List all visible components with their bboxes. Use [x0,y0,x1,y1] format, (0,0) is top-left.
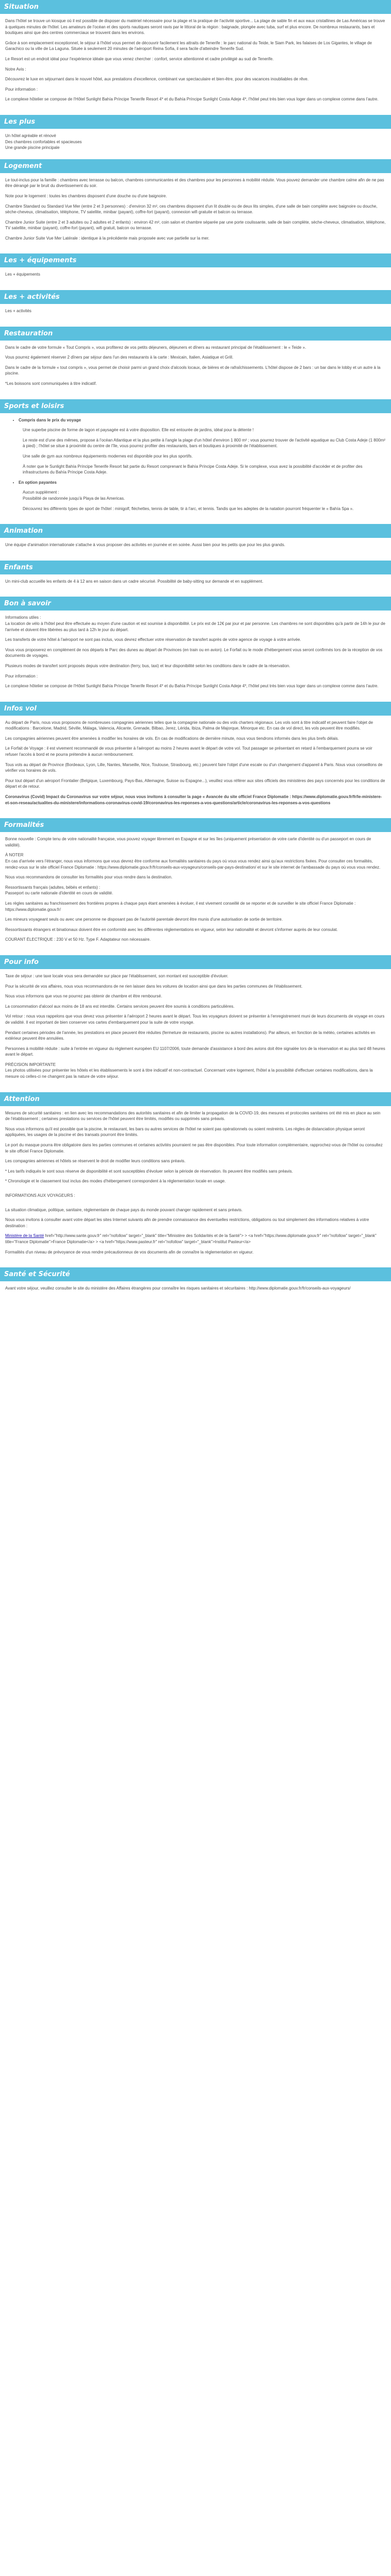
infos-covid-note: Coronavirus (Covid) Impact du Coronavirus sur votre séjour, nous vous invitons à consulter la page « Avancée du site officiel France Diplomatie : https://www.diplomatie.gouv.fr/fr/le-ministere-et-son-reseau/actualites-du-ministere/informations-coronavirus-covid-19/coronavirus-les-reponses-a-vos-questions/article/coronavirus-les-reponses-a-vos-questions [5,794,382,805]
informations-title: INFORMATIONS AUX VOYAGEURS : [5,1193,75,1198]
situation-paragraph: Grâce à son emplacement exceptionnel, le séjour à l'hôtel vous permet de découvrir facilement les attraits de Tenerife : le parc national du Teide, le Siam Park, les falaises de Los Gigantes, le village de Garachico ou la ville de La Laguna. Située à seulement 20 minutes de l'aéroport Reina Sofía, il sera facile d'atteindre Tenerife Sud. [5,40,372,52]
attention-paragraph: Nous vous informons qu'il est possible que la piscine, le restaurant, les bars ou autres services de l'hôtel ne soient pas opérationnels ou soient restreints. Les règles de distanciation physique seront appliquées, les usages de la piscine et des transats pourront être limités. [5,1126,365,1138]
plus-item: Des chambres confortables et spacieuses [5,139,82,144]
bonasavoir-paragraph: Pour information : [5,673,38,679]
formalites-paragraph: Ressortissants étrangers et binationaux doivent être en conformité avec les différentes réglementations en vigueur, selon leur nationalité et devront s'informer auprès de leur consulat. [5,927,338,932]
sports-option-label: • En option payantes [19,480,386,486]
animation-banner: Animation [0,524,391,538]
situation-paragraph: Le Resort est un endroit idéal pour l'expérience idéale que vous venez chercher : confort, service attentionné et cadre privilégié au sud de Tenerife. [5,56,274,61]
logement-section [0,173,391,254]
attention-paragraph: * Les tarifs indiqués le sont sous réserve de disponibilité et sont susceptibles d'évoluer selon la période de réservation. Ils peuvent être modifiés sans préavis. [5,1168,293,1174]
pourinfo-banner: Pour info [0,955,391,969]
pourinfo-paragraph: Pendant certaines périodes de l'année, les prestations en place peuvent être réduites (fermeture de restaurants, piscine ou autres installations). Par ailleurs, en fonction de la météo, certaines activités en extérieur peuvent être annulées. [5,1030,376,1041]
bonasavoir-paragraph: Informations utiles : [5,615,41,620]
pourinfo-paragraph: La consommation d'alcool aux moins de 18 ans est interdite. Certains services peuvent être soumis à conditions particulières. [5,1004,235,1009]
infos-banner: Infos vol [0,702,391,716]
ministere-sante-link[interactable]: Ministère de la Santé [5,1233,44,1239]
activites-banner: Les + activités [0,290,391,304]
pourinfo-paragraph: Les photos utilisées pour présenter les hôtels et les établissements le sont à titre indicatif et non-contractuel. Concernant votre logement, l'hôtel a la possibilité d'effectuer certaines modifications, dans la mesure où celles-ci ne changent pas la nature de votre séjour. [5,1068,373,1079]
bonasavoir-paragraph: La location de vélo à l'hôtel peut être effectuée au moyen d'une caution et est soumise à disponibilité. Le prix est de 12€ par jour et par personne. Les chambres ne sont disponibles qu'à partir de 14h le jour de l'arrivée et doivent être libérées au plus tard à 12h le jour du départ. [5,621,385,632]
bonasavoir-section [0,611,391,701]
formalites-paragraph: Les mineurs voyageant seuls ou avec une personne ne disposant pas de l'autorité parentale devront être munis d'une autorisation de sortie de territoire. [5,917,283,922]
informations-paragraph: Nous vous invitons à consulter avant votre départ les sites Internet suivants afin de prendre connaissance des éventuelles restrictions, obligations ou tout simplement des informations relatives à votre destination : [5,1217,369,1228]
pourinfo-paragraph: Nous vous informons que vous ne pourrez pas obtenir de chambre et être remboursé. [5,994,162,999]
sports-option-list [5,480,386,486]
situation-paragraph: Le complexe hôtelier se compose de l'Hôtel Sunlight Bahía Príncipe Tenerife Resort 4* et du Bahía Príncipe Sunlight Costa Adeje 4*, l'hôtel peut très bien vous loger dans un complexe comme dans l'autre. [5,97,379,102]
informations-paragraph: La situation climatique, politique, sanitaire, réglementaire de chaque pays du monde pouvant changer rapidement et sans préavis. [5,1207,243,1212]
sports-option-paragraph: Aucun supplément : [23,490,59,495]
pourinfo-paragraph: Taxe de séjour : une taxe locale vous sera demandée sur place par l'établissement, son montant est susceptible d'évoluer. [5,973,229,978]
formalites-paragraph: À NOTER [5,853,24,858]
sante-text: Avant votre séjour, veuillez consulter le site du ministère des Affaires étrangères pour connaître les risques sanitaires et sécuritaires : http://www.diplomatie.gouv.fr/fr/conseils-aux-voyageurs/ [5,1286,351,1291]
restauration-paragraph: Vous pourrez également réserver 2 dîners par séjour dans l'un des restaurants à la carte : Mexicain, Italien, Asiatique et Grill. [5,355,234,360]
situation-section [0,14,391,115]
pourinfo-paragraph: PRÉCISION IMPORTANTE [5,1062,56,1067]
bonasavoir-banner: Bon à savoir [0,597,391,611]
plus-section [0,129,391,159]
spacer [5,1203,386,1207]
logement-paragraph: Chambre Junior Suite Vue Mer Latérale : identique à la précédente mais proposée avec vue partielle sur la mer. [5,235,209,241]
plus-banner: Les plus [0,115,391,129]
sante-section [0,1281,391,1304]
pourinfo-paragraph: Vol retour : nous vous rappelons que vous devez vous présenter à l'aéroport 2 heures avant le départ. Tous les voyageurs doivent se présenter à l'enregistrement muni de leurs documents de voyage en cours de validité. Il est important de bien conserver vos cartes d'embarquement pour la suite de votre voyage. [5,1014,385,1025]
infos-paragraph: Au départ de Paris, nous vous proposons de nombreuses compagnies aériennes telles que la compagnie nationale ou des vols charters régionaux. Les vols sont à titre indicatif et peuvent faire l'objet de modifications : Barcelone, Madrid, Séville, Málaga, Valencia, Alicante, Grenade, Bilbao, Jerez, Lérida, Ibiza, Palma de Majorque, Minorque etc. En cas de vol direct, les vols peuvent être modifiés. [5,720,373,731]
logement-banner: Logement [0,159,391,173]
formalites-paragraph: Ressortissants français (adultes, bébés et enfants) : [5,885,101,890]
activites-section [0,304,391,327]
bonasavoir-paragraph: Vous vous proposerez en complément de nos départs le Parc des dunes au départ de Provinces (en train ou en avion). Le Forfait ou le mode d'hébergement vous seront confirmés lors de la réception de vos documents de voyages. [5,647,383,658]
sports-paragraph: Une salle de gym aux nombreux équipements modernes est disponible pour les plus sportifs. [23,454,193,459]
formalites-paragraph: Passeport ou carte nationale d'identité en cours de validité. [5,891,113,896]
animation-text: Une équipe d'animation internationale s'attache à vous proposer des activités en journée et en soirée. Aussi bien pour les petits que pour les plus grands. [5,543,285,548]
situation-pour-info: Pour information : [5,87,38,92]
attention-paragraph: Le port du masque pourra être obligatoire dans les parties communes et certaines activités pourraient ne pas être disponibles. Pour toute information complémentaire, rapprochez-vous de l'hôtel ou consultez le site officiel France Diplomatie. [5,1143,383,1154]
sports-included-list [5,417,386,423]
infos-section [0,716,391,819]
enfants-text: Un mini-club accueille les enfants de 4 à 12 ans en saison dans un cadre sécurisé. Possibilité de baby-sitting sur demande et en supplément. [5,579,264,584]
sante-banner: Santé et Sécurité [0,1267,391,1281]
informations-link-markup: href="http://www.sante.gouv.fr" rel="nofollow" target="_blank" title="Ministère des Solidarités et de la Santé"> > <a href="https://www.diplomatie.gouv.fr" rel="nofollow" target="_blank" title="France Diplomatie">France Diplomatie</a> > <a href="https://www.pasteur.fr" rel="nofollow" target="_blank">Institut Pasteur</a> [5,1233,377,1244]
plus-item: Un hôtel agréable et rénové [5,133,56,138]
sports-banner: Sports et loisirs [0,399,391,413]
situation-paragraph: Découvrez le luxe en séjournant dans le nouvel hôtel, aux prestations d'excellence, combinant vue spectaculaire et bien-être, pour des vacances inoubliables de rêve. [5,77,309,82]
situation-banner: Situation [0,0,391,14]
formalites-paragraph: Bonne nouvelle : Compte tenu de votre nationalité française, vous pouvez voyager librement en Espagne et sur les îles (uniquement présentation de votre carte d'identité ou d'un passeport en cours de validité). [5,837,371,848]
sports-option-paragraph: Possibilité de randonnée jusqu'à Playa de las Americas. [23,496,125,501]
sports-section [0,413,391,524]
attention-paragraph: * Chronologie et le classement tout inclus des modes d'hébergement correspondent à la réglementation locale en usage. [5,1179,226,1184]
sports-option-block [5,489,386,512]
sports-included-block [5,427,386,476]
enfants-section [0,574,391,597]
attention-paragraph: Mesures de sécurité sanitaires : en lien avec les recommandations des autorités sanitaires et afin de limiter la propagation de la COVID-19, des mesures et protocoles sanitaires ont été mis en place au sein de l'établissement ; certaines prestations ou services de l'hôtel peuvent être limités, modifiés ou supprimés sans préavis. [5,1110,381,1122]
logement-paragraph: Le tout-inclus pour la famille : chambres avec terrasse ou balcon, chambres communicantes et des chambres pour les personnes à mobilité réduite. Vous pouvez demander une chambre calme afin de ne pas être dérangé par le bruit du divertissement du soir. [5,177,384,189]
sports-paragraph: À noter que le Sunlight Bahía Príncipe Tenerife Resort fait partie du Resort comprenant le Bahía Príncipe Costa Adeje. Si le complexe, vous avez la possibilité d'accéder et de profiter des infrastructures du Bahía Príncipe Costa Adeje. [23,464,363,475]
restauration-paragraph: Dans le cadre de la formule « tout compris », vous permet de choisir parmi un grand choix d'alcools locaux, de bières et de rafraîchissements. L'hôtel dispose de 2 bars : un bar dans le lobby et un autre à la piscine. [5,365,381,376]
bonasavoir-paragraph: Les transferts de votre hôtel à l'aéroport ne sont pas inclus, vous devrez effectuer votre réservation de transfert auprès de votre agence de voyage à votre arrivée. [5,637,301,642]
sports-paragraph: Une superbe piscine de forme de lagon et paysagée est à votre disposition. Elle est entourée de jardins, idéal pour la détente ! [23,428,254,433]
infos-paragraph: Pour tout départ d'un aéroport Frontalier (Belgique, Luxembourg, Pays-Bas, Allemagne, Suisse ou Espagne...), veuillez vous référer aux sites officiels des ministères des pays concernés pour les conditions de départ et de retour. [5,778,385,789]
pourinfo-section [0,969,391,1092]
pourinfo-paragraph: Pour la sécurité de vos affaires, nous vous recommandons de ne rien laisser dans les voitures de location ainsi que dans les parties communes de l'établissement. [5,984,303,989]
attention-section [0,1106,391,1268]
activites-text: Les + activités [5,309,31,314]
bonasavoir-paragraph: Le complexe hôtelier se compose de l'Hôtel Sunlight Bahía Príncipe Tenerife Resort 4* et du Bahía Príncipe Sunlight Costa Adeje 4*, l'hôtel peut très bien vous loger dans un complexe comme dans l'autre. [5,684,379,689]
spacer [5,1189,386,1193]
restauration-banner: Restauration [0,327,391,341]
formalites-paragraph: Nous vous recommandons de consulter les formalités pour vous rendre dans la destination. [5,875,173,880]
sports-paragraph: Le reste est d'une des mêmes, propose à l'océan Atlantique et la plus petite à l'angle la plage d'un hôtel d'environ 1 800 m² ; vous pourrez trouver de l'activité aquatique au Club Costa Adeje (1 800m² à pied) ; l'hôtel se situe à proximité du centre de l'île, vous pourrez profiter des restaurants, bars et boutiques à proximité de l'établissement. [23,437,385,449]
bonasavoir-paragraph: Plusieurs modes de transfert sont proposés depuis votre destination (ferry, bus, taxi) et leur disponibilité selon les conditions dans le cadre de la réservation. [5,663,290,668]
formalites-paragraph: Les règles sanitaires au franchissement des frontières propres à chaque pays étant amenées à évoluer, il est vivement conseillé de se reporter et de surveiller le site officiel France Diplomatie : https://www.diplomatie.gouv.fr/ [5,901,356,912]
formalites-section [0,832,391,955]
infos-paragraph: Tous vols au départ de Province (Bordeaux, Lyon, Lille, Nantes, Marseille, Nice, Toulouse, Strasbourg, etc.) peuvent faire l'objet d'une escale ou d'un changement d'appareil à Paris. Nous vous conseillons de vérifier vos horaires de vols. [5,762,383,773]
situation-notre-avis: Notre Avis : [5,66,26,72]
pourinfo-paragraph: Personnes à mobilité réduite : suite à l'entrée en vigueur du règlement européen EU 1107/2006, toute demande d'assistance à bord des avions doit être signalée lors de la réservation et au plus tard 48 heures avant le départ. [5,1046,385,1057]
infos-paragraph: Les compagnies aériennes peuvent être amenées à modifier les horaires de vols. En cas de modifications de dernière minute, nous vous tiendrons informés dans les plus brefs délais. [5,736,339,741]
logement-paragraph: Chambre Junior Suite (entre 2 et 3 adultes ou 2 adultes et 2 enfants) : environ 42 m², coin salon et chambre séparée par une porte coulissante, salle de bain complète, sèche-cheveux, climatisation, téléphone, TV satellite, minibar (payant), coffre-fort (payant), wifi gratuit, balcon ou terrasse. [5,219,386,231]
restauration-section [0,341,391,399]
informations-footer: Formalités d'un niveau de prévoyance de vous rendre précautionneux de vos documents afin de connaître la réglementation en vigueur. [5,1249,254,1255]
equipements-text: Les + équipements [5,272,40,277]
plus-item: Une grande piscine principale [5,145,60,150]
formalites-paragraph: En cas d'arrivée vers l'étranger, nous vous informons que vous devrez être conforme aux formalités sanitaires du pays où vous vous rendez ainsi qu'aux restrictions fixées. Pour consulter ces formalités, rendez-vous sur le site officiel France Diplomatie : https://www.diplomatie.gouv.fr/fr/conseils-aux-voyageurs/conseils-par-pays-destination/ et sur le site internet de l'ambassade du pays où vous vous rendez. [5,859,381,870]
enfants-banner: Enfants [0,561,391,574]
formalites-paragraph: COURANT ÉLECTRIQUE : 230 V et 50 Hz. Type F. Adaptateur non nécessaire. [5,937,151,942]
sports-option-paragraph: Découvrez les différents types de sport de l'hôtel : minigolf, fléchettes, tennis de table, tir à l'arc, et tennis. Tandis que les adeptes de la natation pourront fréquenter le « Bahía Spa ». [23,506,354,511]
formalites-banner: Formalités [0,818,391,832]
equipements-section [0,267,391,290]
informations-links [5,1233,386,1245]
infos-paragraph: Le Forfait de Voyage : il est vivement recommandé de vous présenter à l'aéroport au moins 2 heures avant le départ de votre vol. Tout passager se présentant en retard à l'embarquement pourra se voir refuser l'accès à bord et ne pourra prétendre à aucun remboursement. [5,746,372,757]
restauration-paragraph: *Les boissons sont communiquées à titre indicatif. [5,381,97,386]
equipements-banner: Les + équipements [0,253,391,267]
animation-section [0,538,391,561]
sports-included-label: • Compris dans le prix du voyage [19,417,386,423]
logement-paragraph: Chambre Standard ou Standard Vue Mer (entre 2 et 3 personnes) : d'environ 32 m², ces chambres disposent d'un lit double ou de deux lits simples, d'une salle de bain complète avec baignoire ou douche, sèche-cheveux, climatisation, téléphone, TV satellite, minibar (payant), coffre-fort (payant), connexion wifi gratuite et balcon ou terrasse. [5,204,378,215]
logement-paragraph: Note pour le logement : toutes les chambres disposent d'une douche ou d'une baignoire. [5,193,167,198]
attention-banner: Attention [0,1092,391,1106]
situation-paragraph: Dans l'hôtel se trouve un kiosque où il est possible de disposer du matériel nécessaire pour la plage et la pratique de l'activité sportive... La plage de sable fin et aux eaux cristallines de Las Américas se trouve à quelques minutes de l'hôtel. Les amateurs de l'océan et des sports nautiques seront ravis par le littoral de la région : baignade, plongée avec tuba, surf et plus encore. De nombreux restaurants, bars et boutiques ainsi que des centres commerciaux se trouvent dans les environs. [5,19,385,36]
attention-paragraph: Les compagnies aériennes et hôtels se réservent le droit de modifier leurs conditions sans préavis. [5,1159,186,1164]
restauration-paragraph: Dans le cadre de votre formule « Tout Compris », vous profiterez de vos petits déjeuners, déjeuners et dîners au restaurant principal de l'établissement : le « Teide ». [5,345,306,350]
